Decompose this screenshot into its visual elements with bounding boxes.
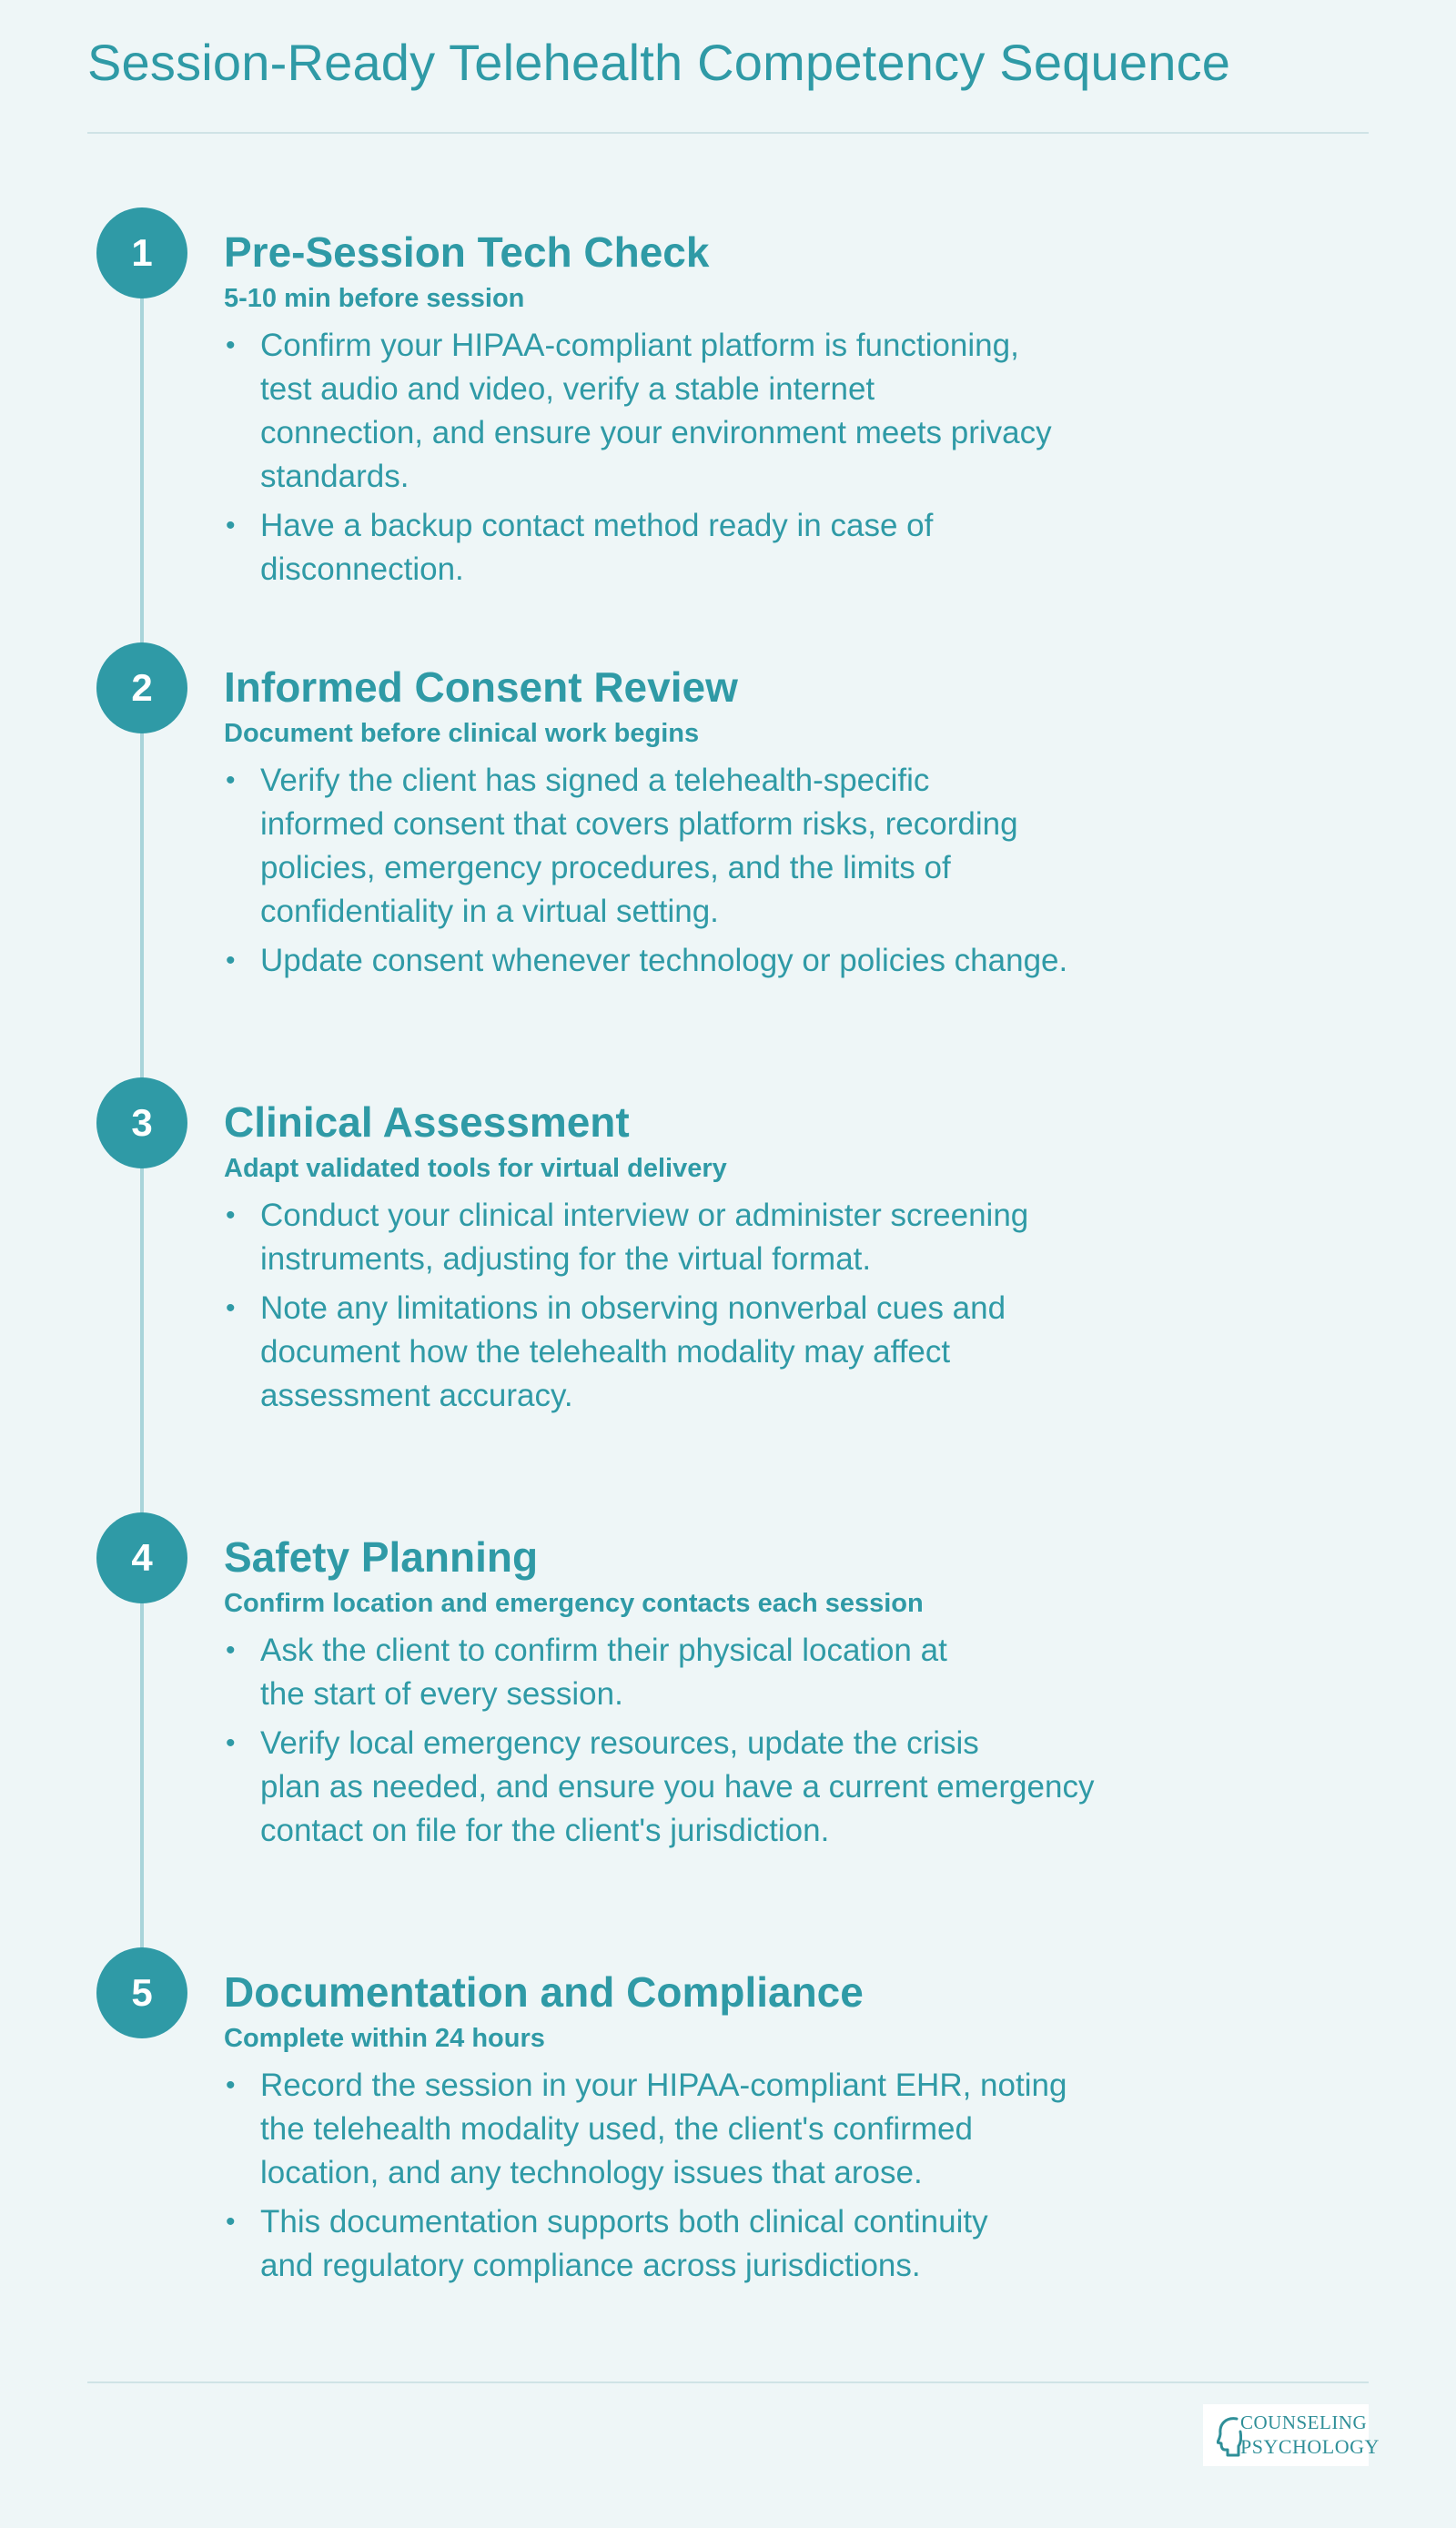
footer-divider	[87, 2381, 1369, 2383]
step-title: Clinical Assessment	[224, 1098, 630, 1146]
bullet-line: connection, and ensure your environment meets privacy	[260, 415, 1052, 450]
step-title: Informed Consent Review	[224, 663, 738, 711]
bullet-line: document how the telehealth modality may affect	[260, 1334, 951, 1370]
step-subtitle: Confirm location and emergency contacts each session	[224, 1589, 924, 1618]
bullet-item	[224, 1287, 1188, 1418]
step-number-badge: 1	[96, 207, 187, 298]
step-title: Documentation and Compliance	[224, 1968, 864, 2016]
step-bullet-list	[224, 2064, 1188, 2293]
step-subtitle: Complete within 24 hours	[224, 2024, 545, 2053]
bullet-line: • Record the session in your HIPAA-compliant EHR, noting	[260, 2068, 1067, 2103]
bullet-line: confidentiality in a virtual setting.	[260, 894, 719, 929]
step-number-badge: 5	[96, 1947, 187, 2038]
bullet-item	[224, 1629, 1188, 1716]
bullet-line: assessment accuracy.	[260, 1378, 573, 1413]
bullet-line: standards.	[260, 459, 410, 494]
bullet-line: • Conduct your clinical interview or administer screening	[260, 1198, 1029, 1233]
step-subtitle: Adapt validated tools for virtual delivery	[224, 1154, 727, 1183]
bullet-line: • Have a backup contact method ready in case of	[260, 508, 934, 543]
bullet-line: • Confirm your HIPAA-compliant platform is functioning,	[260, 328, 1019, 363]
bullet-line: • Verify the client has signed a telehealth-specific	[260, 763, 930, 798]
bullet-line: test audio and video, verify a stable internet	[260, 371, 875, 407]
step-title: Pre-Session Tech Check	[224, 228, 710, 276]
bullet-line: policies, emergency procedures, and the limits of	[260, 850, 951, 885]
bullet-line: • Note any limitations in observing nonverbal cues and	[260, 1290, 1006, 1326]
bullet-item	[224, 939, 1188, 983]
header-divider	[87, 132, 1369, 134]
bullet-item	[224, 2064, 1188, 2195]
bullet-item	[224, 504, 1188, 592]
step-bullet-list	[224, 1629, 1188, 1858]
bullet-line: instruments, adjusting for the virtual format.	[260, 1241, 872, 1277]
step-number-badge: 4	[96, 1512, 187, 1603]
bullet-line: the start of every session.	[260, 1676, 623, 1712]
step-bullet-list	[224, 1194, 1188, 1423]
bullet-line: plan as needed, and ensure you have a current emergency	[260, 1769, 1095, 1805]
bullet-line: contact on file for the client's jurisdiction.	[260, 1813, 830, 1848]
bullet-line: disconnection.	[260, 551, 464, 587]
step-subtitle: Document before clinical work begins	[224, 719, 700, 748]
bullet-line: • This documentation supports both clinical continuity	[260, 2204, 988, 2240]
step-title: Safety Planning	[224, 1533, 539, 1581]
bullet-item	[224, 2200, 1188, 2288]
step-subtitle: 5-10 min before session	[224, 284, 525, 313]
logo-text-line-1: COUNSELING	[1240, 2412, 1368, 2433]
step-number-badge: 3	[96, 1077, 187, 1168]
bullet-line: the telehealth modality used, the client's confirmed	[260, 2111, 973, 2147]
step-bullet-list	[224, 759, 1188, 988]
page-title: Session-Ready Telehealth Competency Sequence	[87, 34, 1231, 91]
bullet-line: • Update consent whenever technology or policies change.	[260, 943, 1068, 978]
bullet-line: location, and any technology issues that arose.	[260, 2155, 923, 2190]
bullet-line: informed consent that covers platform risks, recording	[260, 806, 1018, 842]
bullet-line: and regulatory compliance across jurisdictions.	[260, 2248, 921, 2283]
head-profile-icon	[1217, 2415, 1242, 2462]
step-bullet-list	[224, 324, 1188, 597]
step-number-badge: 2	[96, 642, 187, 733]
bullet-item	[224, 1194, 1188, 1281]
bullet-item	[224, 759, 1188, 934]
bullet-item	[224, 1722, 1188, 1853]
counseling-psychology-logo	[1203, 2404, 1380, 2466]
logo-text-line-2: PSYCHOLOGY	[1240, 2435, 1380, 2458]
bullet-line: • Ask the client to confirm their physical location at	[260, 1633, 947, 1668]
bullet-item	[224, 324, 1188, 499]
bullet-line: • Verify local emergency resources, update the crisis	[260, 1725, 979, 1761]
